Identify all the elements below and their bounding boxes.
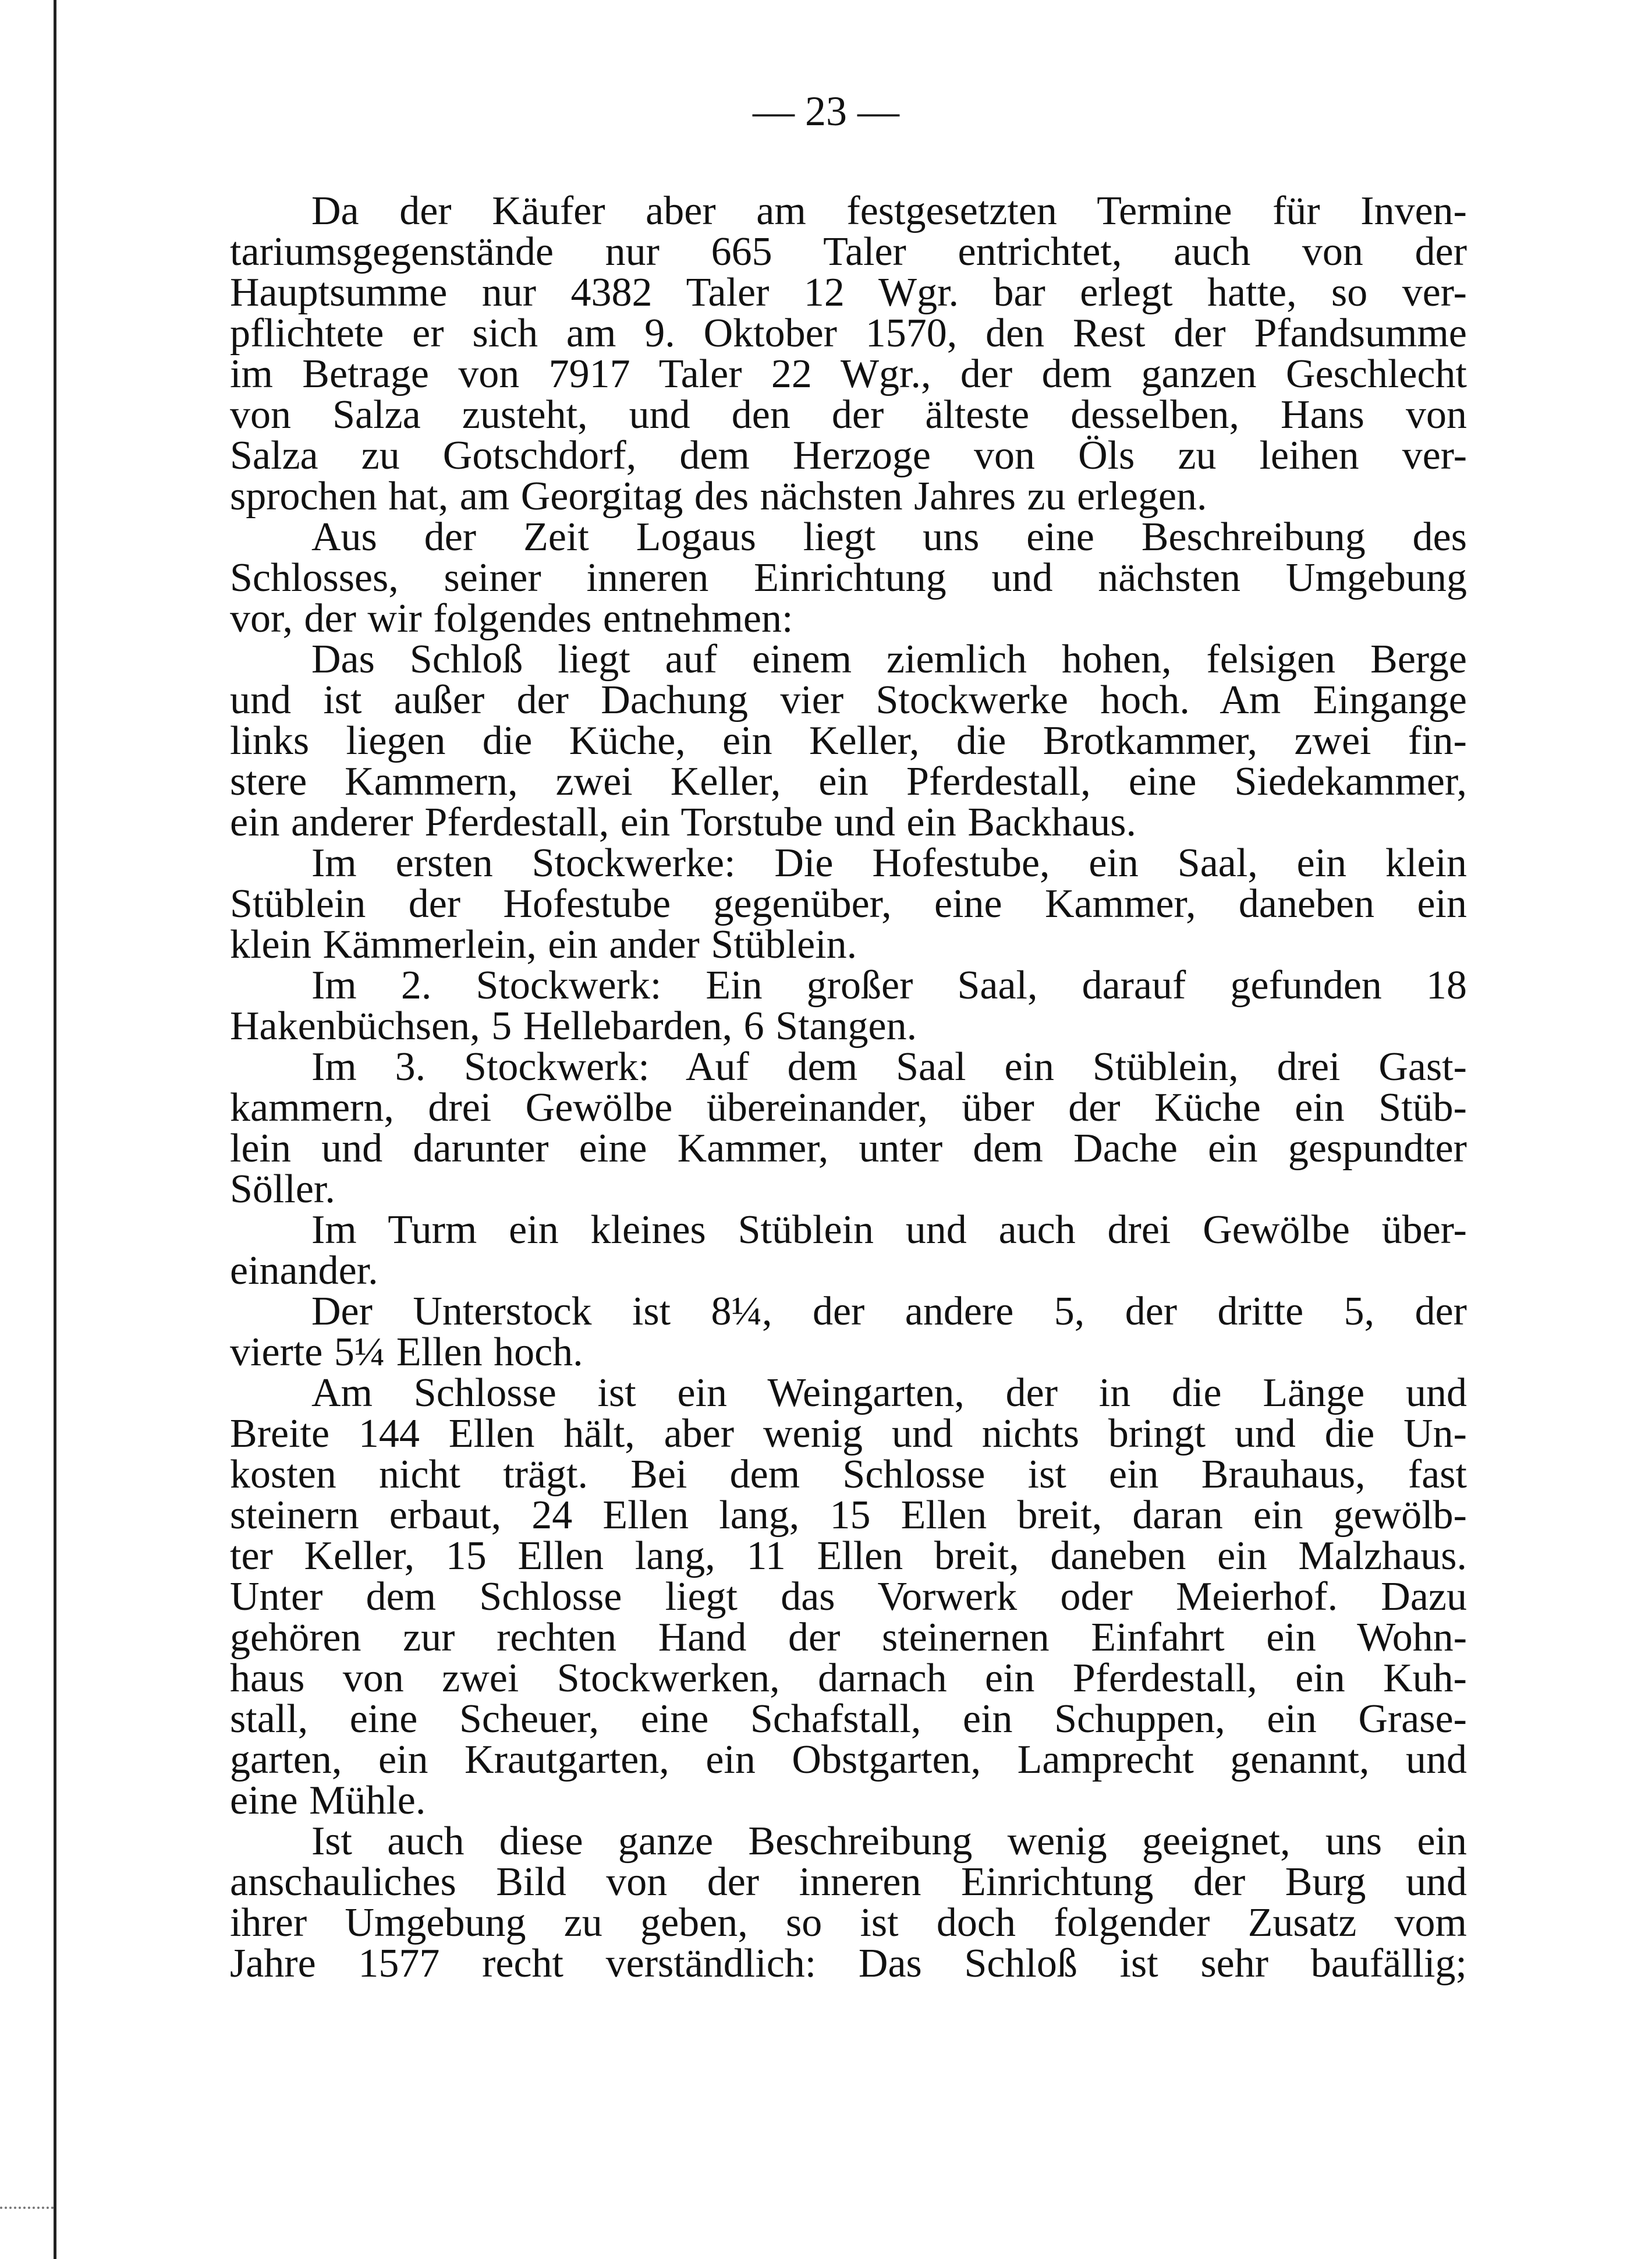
text-line: und ist außer der Dachung vier Stockwerke hoch. Am Eingange	[230, 678, 1467, 723]
text-line: haus von zwei Stockwerken, darnach ein Pferdestall, ein Kuh-	[230, 1656, 1467, 1701]
text-line: Söller.	[230, 1167, 335, 1212]
text-line: Hauptsumme nur 4382 Taler 12 Wgr. bar erlegt hatte, so ver-	[230, 270, 1467, 315]
text-line: von Salza zusteht, und den der älteste desselben, Hans von	[230, 392, 1467, 437]
body-text	[230, 191, 1467, 1984]
text-line: pflichtete er sich am 9. Oktober 1570, den Rest der Pfandsumme	[230, 311, 1467, 356]
text-line: Im 3. Stockwerk: Auf dem Saal ein Stüblein, drei Gast-	[311, 1044, 1467, 1089]
text-line: klein Kämmerlein, ein ander Stüblein.	[230, 922, 857, 967]
text-line: ter Keller, 15 Ellen lang, 11 Ellen breit, daneben ein Malzhaus.	[230, 1534, 1467, 1578]
text-line: Da der Käufer aber am festgesetzten Termine für Inven-	[311, 189, 1467, 233]
text-line: eine Mühle.	[230, 1778, 426, 1823]
text-line: Aus der Zeit Logaus liegt uns eine Beschreibung des	[311, 515, 1467, 560]
text-line: Schlosses, seiner inneren Einrichtung und nächsten Umgebung	[230, 555, 1467, 600]
text-line: kosten nicht trägt. Bei dem Schlosse ist ein Brauhaus, fast	[230, 1452, 1467, 1497]
text-line: Salza zu Gotschdorf, dem Herzoge von Öls zu leihen ver-	[230, 433, 1467, 478]
text-line: garten, ein Krautgarten, ein Obstgarten, Lamprecht genannt, und	[230, 1737, 1467, 1782]
text-line: lein und darunter eine Kammer, unter dem Dache ein gespundter	[230, 1126, 1467, 1171]
text-line: Hakenbüchsen, 5 Hellebarden, 6 Stangen.	[230, 1004, 917, 1049]
text-line: steinern erbaut, 24 Ellen lang, 15 Ellen breit, daran ein gewölb-	[230, 1493, 1467, 1538]
text-line: Der Unterstock ist 8¼, der andere 5, der dritte 5, der	[311, 1289, 1467, 1334]
text-line: gehören zur rechten Hand der steinernen Einfahrt ein Wohn-	[230, 1615, 1467, 1660]
text-line: tariumsgegenstände nur 665 Taler entrichtet, auch von der	[230, 229, 1467, 274]
text-line: Im 2. Stockwerk: Ein großer Saal, darauf gefunden 18	[311, 963, 1467, 1008]
page-corner-mark	[0, 2207, 54, 2209]
text-line: Stüblein der Hofestube gegenüber, eine Kammer, daneben ein	[230, 881, 1467, 926]
text-line: Jahre 1577 recht verständlich: Das Schloß ist sehr baufällig;	[230, 1941, 1467, 1986]
text-line: einander.	[230, 1248, 378, 1293]
text-line: Das Schloß liegt auf einem ziemlich hohen, felsigen Berge	[311, 637, 1467, 682]
text-line: Im ersten Stockwerke: Die Hofestube, ein Saal, ein klein	[311, 841, 1467, 886]
text-line: sprochen hat, am Georgitag des nächsten Jahres zu erlegen.	[230, 474, 1207, 519]
text-line: stere Kammern, zwei Keller, ein Pferdestall, eine Siedekammer,	[230, 759, 1467, 804]
text-line: im Betrage von 7917 Taler 22 Wgr., der dem ganzen Geschlecht	[230, 352, 1467, 396]
text-line: Ist auch diese ganze Beschreibung wenig geeignet, uns ein	[311, 1819, 1467, 1864]
text-line: Breite 144 Ellen hält, aber wenig und nichts bringt und die Un-	[230, 1411, 1467, 1456]
page-number: — 23 —	[753, 88, 899, 134]
text-line: anschauliches Bild von der inneren Einrichtung der Burg und	[230, 1860, 1467, 1904]
text-line: vor, der wir folgendes entnehmen:	[230, 596, 793, 641]
text-line: ihrer Umgebung zu geben, so ist doch folgender Zusatz vom	[230, 1900, 1467, 1945]
text-line: links liegen die Küche, ein Keller, die Brotkammer, zwei fin-	[230, 718, 1467, 763]
text-line: Unter dem Schlosse liegt das Vorwerk oder Meierhof. Dazu	[230, 1574, 1467, 1619]
text-line: Am Schlosse ist ein Weingarten, der in die Länge und	[311, 1371, 1467, 1415]
text-line: Im Turm ein kleines Stüblein und auch drei Gewölbe über-	[311, 1208, 1467, 1252]
text-line: vierte 5¼ Ellen hoch.	[230, 1330, 583, 1375]
text-line: ein anderer Pferdestall, ein Torstube und ein Backhaus.	[230, 800, 1137, 845]
text-line: stall, eine Scheuer, eine Schafstall, ein Schuppen, ein Grase-	[230, 1697, 1467, 1741]
page-binding-edge	[54, 0, 56, 2259]
text-line: kammern, drei Gewölbe übereinander, über der Küche ein Stüb-	[230, 1085, 1467, 1130]
